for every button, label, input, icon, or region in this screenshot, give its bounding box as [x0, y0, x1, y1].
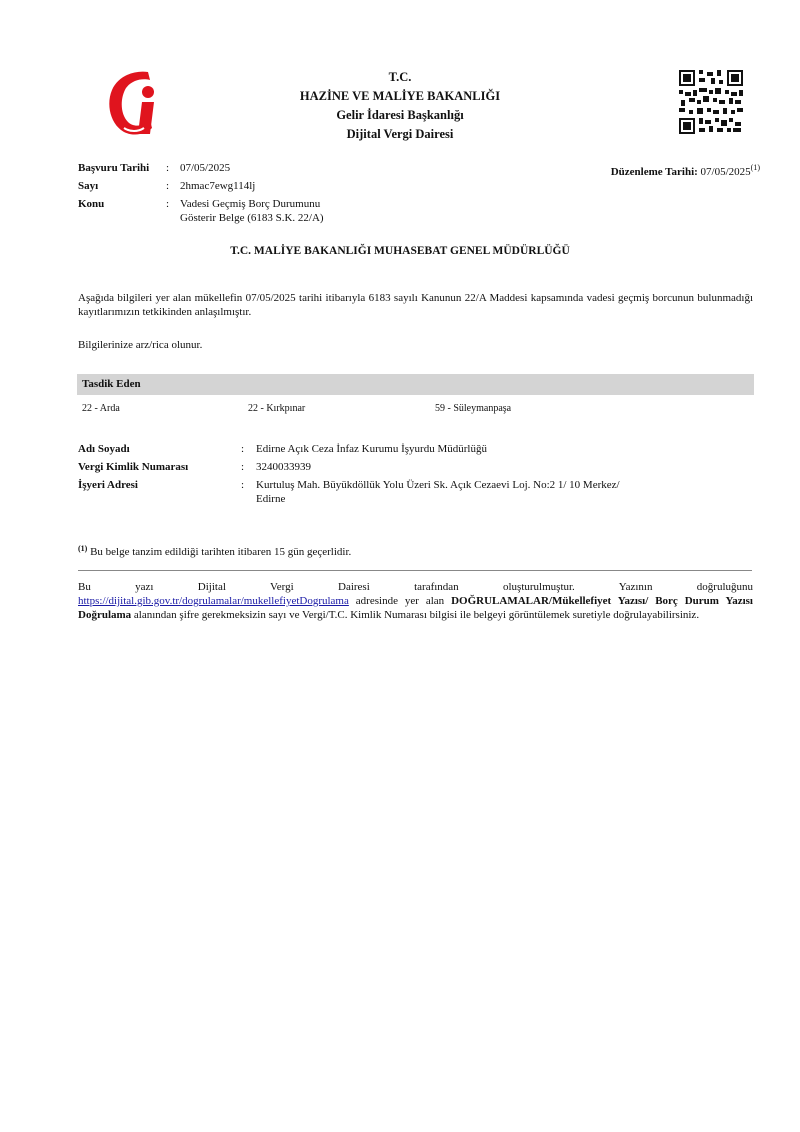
document-meta — [78, 161, 378, 229]
info-colon: : — [241, 479, 245, 491]
konu-value-line2: Gösterir Belge (6183 S.K. 22/A) — [180, 212, 324, 224]
verify-bold: DOĞRULAMALAR/Mükellefiyet Yazısı/ Borç Durum Yazısı Doğrulama — [78, 595, 753, 621]
verify-link[interactable]: https://dijital.gib.gov.tr/dogrulamalar/mukellefiyetDogrulama — [78, 595, 349, 607]
document-header — [200, 68, 600, 144]
vkn-value: 3240033939 — [256, 461, 311, 473]
ad-value: Edirne Açık Ceza İnfaz Kurumu İşyurdu Müdürlüğü — [256, 443, 487, 455]
tasdik-item: 59 - Süleymanpaşa — [435, 403, 512, 414]
footnote-marker: (1) — [78, 544, 88, 553]
adres-value-line1: Kurtuluş Mah. Büyükdöllük Yolu Üzeri Sk. Açık Cezaevi Loj. No:2 1/ 10 Merkez/ — [256, 479, 620, 491]
info-colon: : — [241, 461, 245, 473]
info-row-adres — [78, 478, 758, 506]
info-row-vkn — [78, 460, 758, 474]
body-paragraph-2: Bilgilerinize arz/rica olunur. — [78, 339, 203, 351]
konu-label: Konu — [78, 198, 105, 210]
adres-value — [256, 478, 661, 506]
ad-label: Adı Soyadı — [78, 443, 130, 455]
footnote-text: Bu belge tanzim edildiği tarihten itibaren 15 gün geçerlidir. — [87, 546, 352, 558]
header-office: Dijital Vergi Dairesi — [346, 127, 454, 141]
info-row-ad — [78, 442, 758, 456]
verify-mid: adresinde yer alan — [348, 595, 452, 607]
header-presidency: Gelir İdaresi Başkanlığı — [336, 108, 464, 122]
tasdik-item: 22 - Kırkpınar — [248, 403, 306, 414]
adres-value-line2: Edirne — [256, 493, 286, 505]
konu-value-line1: Vadesi Geçmiş Borç Durumunu — [180, 198, 321, 210]
header-tc: T.C. — [388, 70, 412, 84]
qr-code-icon — [679, 70, 743, 134]
duzenleme-value: 07/05/2025 — [700, 166, 751, 178]
meta-colon: : — [166, 180, 170, 192]
konu-value — [180, 197, 360, 225]
meta-colon: : — [166, 162, 170, 174]
meta-colon: : — [166, 198, 170, 210]
taxpayer-info — [78, 442, 758, 510]
vkn-label: Vergi Kimlik Numarası — [78, 461, 189, 473]
meta-row-basvuru — [78, 161, 378, 175]
tasdik-label: Tasdik Eden — [82, 378, 141, 390]
section-title: T.C. MALİYE BAKANLIĞI MUHASEBAT GENEL MÜDÜRLÜĞÜ — [230, 245, 570, 257]
gib-logo — [104, 68, 158, 138]
footnote — [78, 542, 351, 559]
verify-tail: alanından şifre gerekmeksizin sayı ve Vergi/T.C. Kimlik Numarası bilgisi ile belgeyi görüntülemek suretiyle doğrulayabilirsiniz. — [131, 609, 700, 621]
duzenleme-label: Düzenleme Tarihi: — [610, 166, 698, 178]
info-colon: : — [241, 443, 245, 455]
meta-row-sayi — [78, 179, 378, 193]
duzenleme-date — [520, 161, 760, 179]
header-ministry: HAZİNE VE MALİYE BAKANLIĞI — [299, 89, 501, 103]
tasdik-bar — [77, 374, 754, 395]
adres-label: İşyeri Adresi — [78, 479, 138, 491]
verification-text — [78, 580, 753, 622]
verify-line1: Bu yazı Dijital Vergi Dairesi tarafından oluşturulmuştur. Yazının doğruluğunu — [78, 581, 753, 593]
tasdik-item: 22 - Arda — [82, 403, 120, 414]
duzenleme-note: (1) — [750, 163, 760, 172]
body-paragraph-1: Aşağıda bilgileri yer alan mükellefin 07/05/2025 tarihi itibarıyla 6183 sayılı Kanunun 22/A Maddesi kapsamında vadesi geçmiş borcunun bulunmadığı kayıtlarımızın tetkikinden anlaşılmıştır. — [78, 292, 753, 318]
basvuru-value: 07/05/2025 — [180, 162, 231, 174]
divider — [78, 570, 752, 571]
sayi-value: 2hmac7ewg114lj — [180, 180, 256, 192]
basvuru-label: Başvuru Tarihi — [78, 162, 150, 174]
sayi-label: Sayı — [78, 180, 99, 192]
meta-row-konu — [78, 197, 378, 225]
